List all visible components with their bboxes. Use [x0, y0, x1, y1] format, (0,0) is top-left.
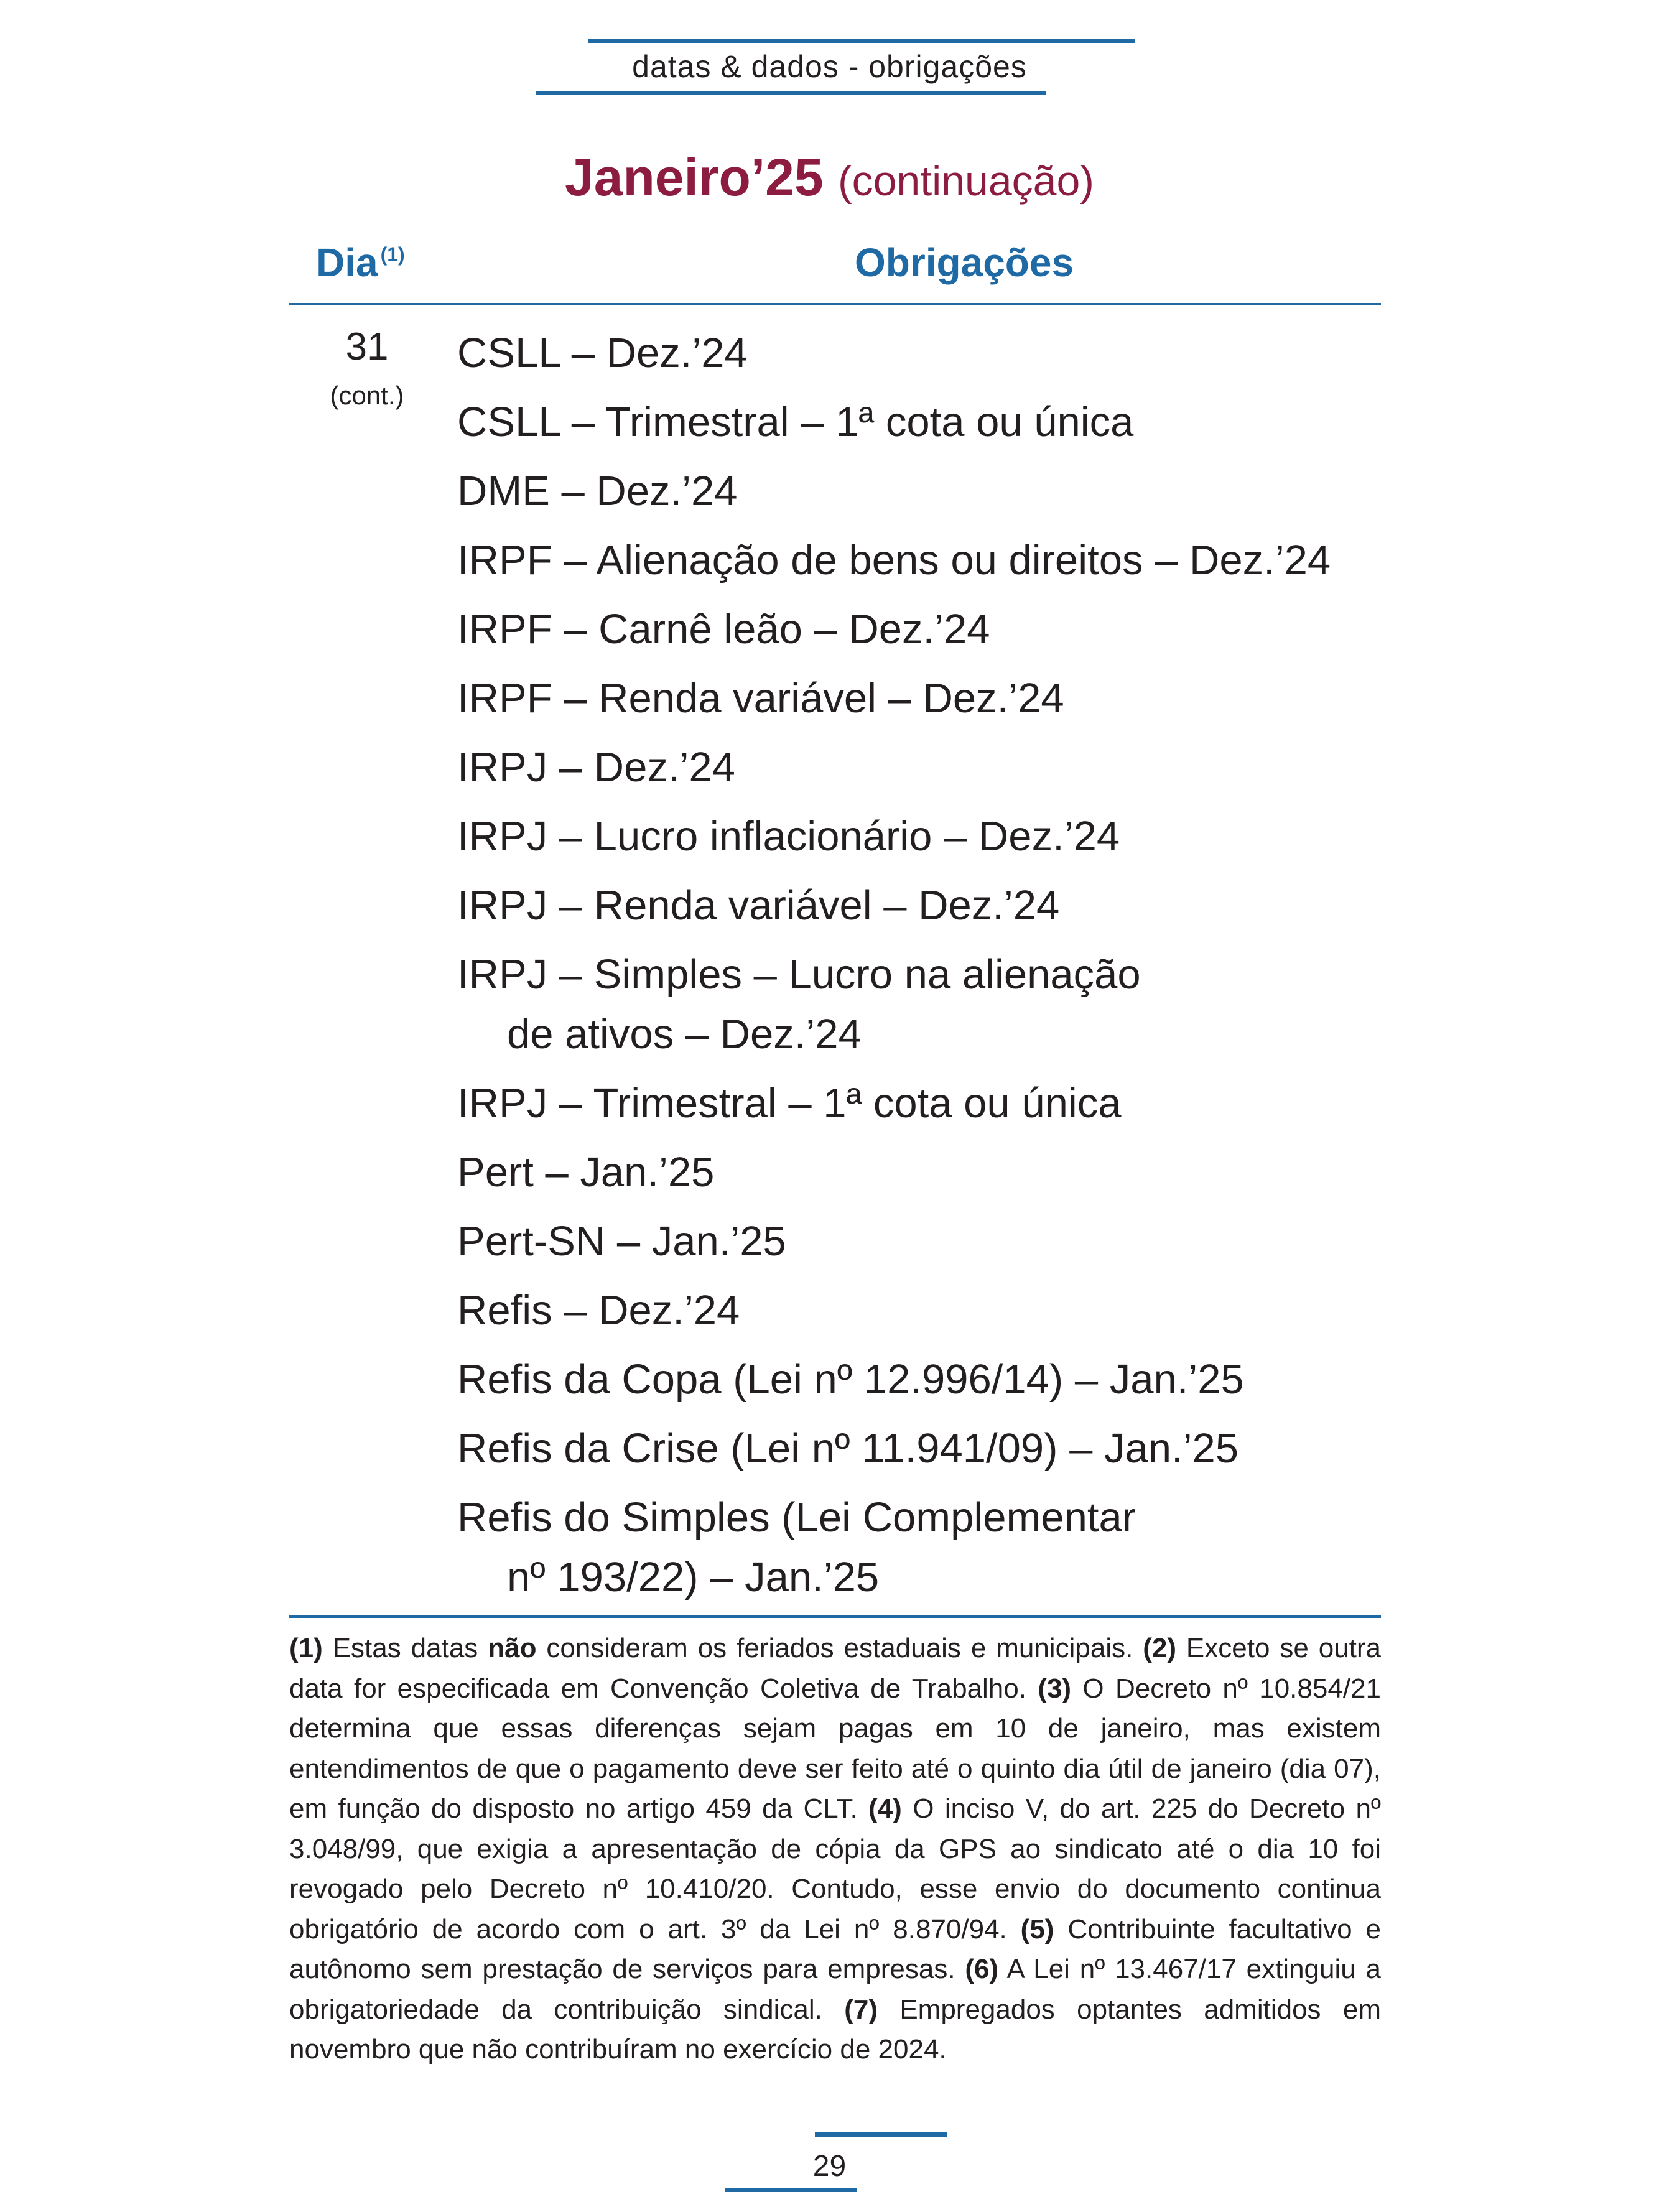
footnote-text: Exceto se outra data for especificada em Convenção Coletiva de Trabalho. [289, 1633, 1382, 1704]
page-number-rule-top [815, 2132, 947, 2137]
list-item-text-continued: nº 193/22) – Jan.’25 [507, 1554, 880, 1601]
page-title [0, 146, 1659, 212]
list-item [457, 531, 1390, 590]
footnote-emphasis: não [488, 1633, 537, 1663]
list-item [457, 393, 1390, 452]
table-header-rule [289, 303, 1381, 305]
footnote-mark: (1) [289, 1633, 323, 1663]
footnote-text: consideram os feriados estaduais e municipais. [536, 1633, 1143, 1663]
list-item [457, 1419, 1390, 1479]
list-item-text: CSLL – Dez.’24 [457, 330, 748, 376]
list-item-text: IRPJ – Simples – Lucro na alienação [457, 951, 1141, 998]
list-item [457, 1074, 1390, 1133]
list-item-text: CSLL – Trimestral – 1ª cota ou única [457, 399, 1134, 445]
list-item [457, 1143, 1390, 1202]
list-item [457, 1350, 1390, 1410]
title-month: Janeiro’25 [565, 148, 824, 207]
footnote-text: Estas datas [322, 1633, 488, 1663]
list-item [457, 1281, 1390, 1341]
list-item-text: IRPJ – Trimestral – 1ª cota ou única [457, 1080, 1122, 1127]
list-item-text: Refis – Dez.’24 [457, 1287, 740, 1334]
column-header-day-note: (1) [380, 243, 405, 266]
list-item-text-continued: de ativos – Dez.’24 [507, 1011, 862, 1057]
running-header: datas & dados - obrigações [632, 49, 1027, 84]
footnote-text: A Lei nº 13.467/17 extinguiu a obrigatoriedade da contribuição sindical. [289, 1954, 1381, 2025]
column-header-obligations: Obrigações [854, 240, 1074, 285]
list-item-text: IRPF – Alienação de bens ou direitos – Dez.’24 [457, 537, 1331, 583]
list-item-text: IRPF – Renda variável – Dez.’24 [457, 675, 1064, 722]
list-item-text: DME – Dez.’24 [457, 468, 738, 514]
list-item-text: IRPJ – Dez.’24 [457, 744, 735, 791]
footnote-mark: (7) [844, 1994, 878, 2025]
day-number: 31 [345, 325, 389, 368]
footnote-text: Contribuinte facultativo e autônomo sem prestação de serviços para empresas. [289, 1913, 1381, 1984]
list-item-text: Refis da Crise (Lei nº 11.941/09) – Jan.’25 [457, 1425, 1238, 1472]
footnote-text: O inciso V, do art. 225 do Decreto nº 3.048/99, que exigia a apresentação de cópia da GPS ao sindicato até o dia 10 foi revogado pelo Decreto nº 10.410/20. Contudo, esse envio do documento continua obrigatório de acordo com o art. 3º da Lei nº 8.870/94. [289, 1793, 1382, 1945]
title-continuation: (continuação) [837, 157, 1094, 205]
obligations-list [457, 323, 1390, 1617]
header-rule-top [588, 39, 1135, 43]
list-item [457, 876, 1390, 936]
list-item [457, 738, 1390, 797]
list-item-text: IRPJ – Lucro inflacionário – Dez.’24 [457, 813, 1120, 860]
footnote-text: O Decreto nº 10.854/21 determina que essas diferenças sejam pagas em 10 de janeiro, mas existem entendimentos de que o pagamento deve ser feito até o quinto dia útil de janeiro (dia 07), em função do disposto no artigo 459 da CLT. [289, 1673, 1381, 1824]
list-item [457, 323, 1390, 383]
page-number-rule-bottom [725, 2188, 857, 2192]
header-rule-bottom [536, 91, 1046, 95]
footnote-mark: (3) [1038, 1673, 1072, 1704]
list-item-text: Pert – Jan.’25 [457, 1149, 715, 1196]
footnote-mark: (6) [965, 1954, 999, 1984]
list-item [457, 807, 1390, 867]
list-item [457, 462, 1390, 521]
list-item-text: Pert-SN – Jan.’25 [457, 1218, 786, 1265]
footnote-mark: (5) [1020, 1913, 1054, 1945]
column-header-day [316, 239, 405, 286]
footnote-text: Empregados optantes admitidos em novembro que não contribuíram no exercício de 2024. [289, 1994, 1381, 2065]
list-item [457, 945, 1390, 1064]
footnote-mark: (4) [868, 1793, 902, 1824]
list-item [457, 1488, 1390, 1607]
day-continued-note: (cont.) [330, 381, 404, 410]
page-number: 29 [812, 2150, 847, 2183]
column-header-day-label: Dia [316, 240, 378, 285]
list-item-text: Refis do Simples (Lei Complementar [457, 1494, 1136, 1541]
footnotes [289, 1629, 1381, 2070]
footnotes-rule [289, 1615, 1381, 1618]
footnote-mark: (2) [1143, 1633, 1176, 1663]
list-item [457, 600, 1390, 659]
list-item-text: Refis da Copa (Lei nº 12.996/14) – Jan.’25 [457, 1356, 1244, 1403]
list-item-text: IRPF – Carnê leão – Dez.’24 [457, 606, 990, 653]
list-item [457, 1212, 1390, 1271]
list-item-text: IRPJ – Renda variável – Dez.’24 [457, 882, 1060, 929]
list-item [457, 669, 1390, 728]
